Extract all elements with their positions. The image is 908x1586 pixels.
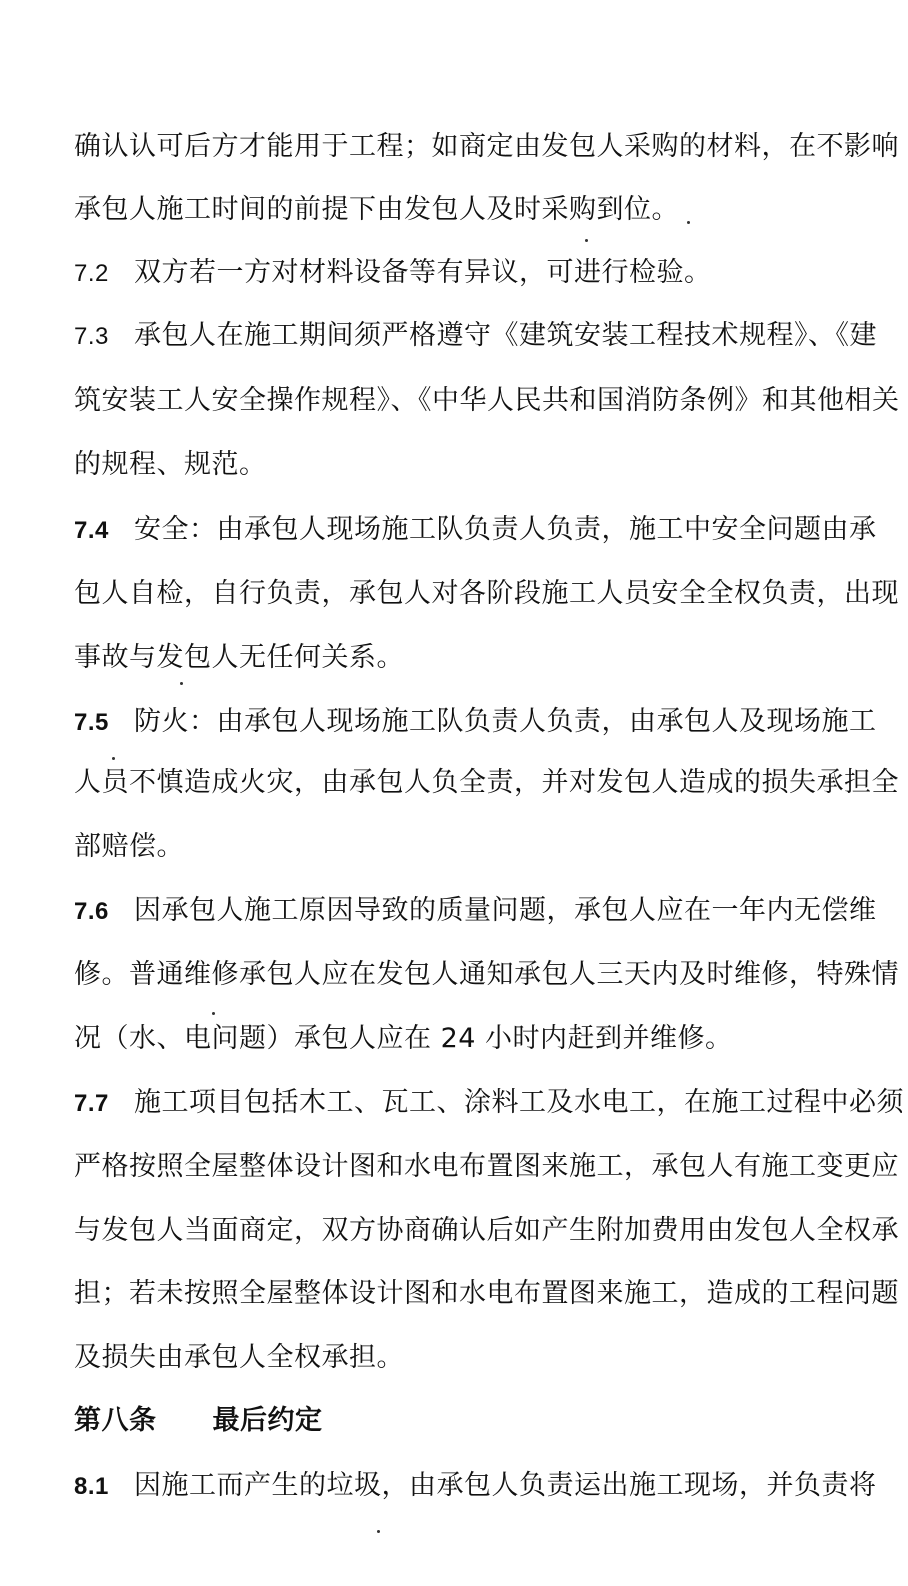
clause-number: 7.2 <box>74 260 109 287</box>
text-line: 的规程、规范。 <box>74 449 267 480</box>
text-line: 包人自检，自行负责，承包人对各阶段施工人员安全全权负责，出现 <box>74 578 899 609</box>
article-subtitle: 最后约定 <box>212 1405 323 1436</box>
clause-7-7: 7.7 施工项目包括木工、瓦工、涂料工及水电工，在施工过程中必须 <box>74 1083 904 1124</box>
scan-speck <box>180 682 183 685</box>
text-line: 况（水、电问题）承包人应在 24 小时内赶到并维修。 <box>74 1023 733 1054</box>
clause-7-6: 7.6 因承包人施工原因导致的质量问题，承包人应在一年内无偿维 <box>74 891 877 932</box>
text-line: 部赔偿。 <box>74 831 184 862</box>
text-line: 人员不慎造成火灾，由承包人负全责，并对发包人造成的损失承担全 <box>74 767 899 798</box>
clause-7-2: 7.2 双方若一方对材料设备等有异议，可进行检验。 <box>74 253 712 294</box>
text-line: 与发包人当面商定，双方协商确认后如产生附加费用由发包人全权承 <box>74 1215 899 1246</box>
article-8-heading <box>74 1401 323 1441</box>
clause-number: 7.7 <box>74 1090 109 1117</box>
clause-number: 8.1 <box>74 1473 109 1500</box>
scan-speck <box>687 221 690 224</box>
text-line: 修。普通维修承包人应在发包人通知承包人三天内及时维修，特殊情 <box>74 959 899 990</box>
text-line: 承包人施工时间的前提下由发包人及时采购到位。 <box>74 194 679 225</box>
clause-number: 7.3 <box>74 323 109 350</box>
scan-speck <box>112 757 115 760</box>
clause-number: 7.5 <box>74 709 109 736</box>
text-line: 严格按照全屋整体设计图和水电布置图来施工，承包人有施工变更应 <box>74 1151 899 1182</box>
clause-8-1: 8.1 因施工而产生的垃圾，由承包人负责运出施工现场，并负责将 <box>74 1466 877 1507</box>
text-line: 筑安装工人安全操作规程》、《中华人民共和国消防条例》和其他相关 <box>74 385 900 416</box>
text-line: 事故与发包人无任何关系。 <box>74 642 404 673</box>
scan-speck <box>585 239 588 242</box>
text-line: 确认认可后方才能用于工程；如商定由发包人采购的材料，在不影响 <box>74 131 899 162</box>
clause-7-4: 7.4 安全：由承包人现场施工队负责人负责，施工中安全问题由承 <box>74 510 877 551</box>
text-line: 及损失由承包人全权承担。 <box>74 1342 404 1373</box>
scan-speck <box>377 1530 380 1533</box>
clause-7-5: 7.5 防火：由承包人现场施工队负责人负责，由承包人及现场施工 <box>74 702 877 743</box>
clause-number: 7.6 <box>74 898 109 925</box>
clause-number: 7.4 <box>74 517 109 544</box>
scan-speck <box>212 1012 215 1015</box>
clause-7-3: 7.3 承包人在施工期间须严格遵守《建筑安装工程技术规程》、《建 <box>74 316 877 357</box>
article-title: 第八条 <box>74 1405 157 1436</box>
text-line: 担；若未按照全屋整体设计图和水电布置图来施工，造成的工程问题 <box>74 1278 899 1309</box>
